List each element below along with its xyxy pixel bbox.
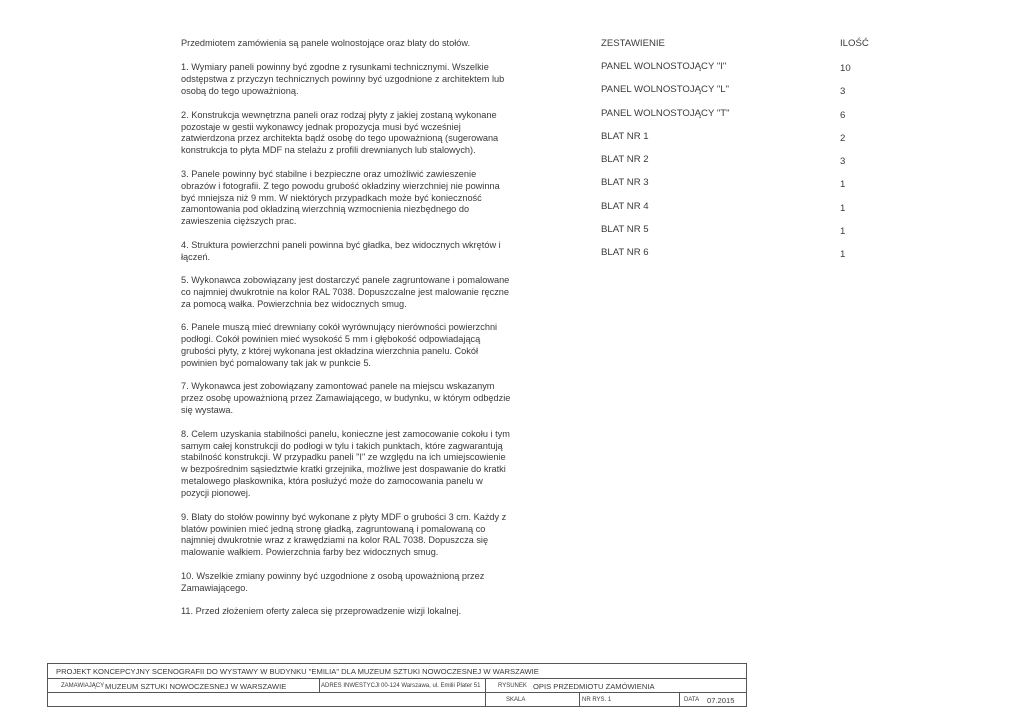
spec-item: 2. Konstrukcja wewnętrzna paneli oraz rodzaj płyty z jakiej zostaną wykonane pozostaje w gestii wykonawcy jednak propozycja musi być wcześniej zatwierdzona przez architekta bądź osobę do tego upoważnioną (sugerowana konstrukcja to płyta MDF na stelażu z profili drewnianych lub stalowych). xyxy=(181,109,499,156)
list-item-name: BLAT NR 2 xyxy=(601,154,649,166)
list-item-name: BLAT NR 4 xyxy=(601,200,649,212)
item-qty-column xyxy=(840,63,851,273)
spec-item: 9. Blaty do stołów powinny być wykonane z płyty MDF o grubości 3 cm. Każdy z blatów powinien mieć jedną stronę gładką, zagruntowaną i pomalowaną co najmniej dwukrotnie wraz z krawędziami na kolor RAL 7038. Dopuszcza się malowanie wałkiem. Powierzchnia farby bez widocznych smug. xyxy=(181,511,507,558)
list-item-qty: 3 xyxy=(840,156,846,168)
spec-item: 7. Wykonawca jest zobowiązany zamontować panele na miejscu wskazanym przez osobę upoważnioną przez Zamawiającego, w budynku, w którym odbędzie się wystawa. xyxy=(181,381,511,416)
list-item-qty: 2 xyxy=(840,132,846,144)
list-item-name: BLAT NR 3 xyxy=(601,177,649,189)
list-item-qty: 1 xyxy=(840,202,846,214)
list-item-name: BLAT NR 5 xyxy=(601,224,649,236)
spec-intro: Przedmiotem zamówienia są panele wolnostojące oraz blaty do stołów. xyxy=(181,38,471,48)
list-item-qty: 3 xyxy=(840,86,846,98)
list-item-name: PANEL WOLNOSTOJĄCY "T" xyxy=(601,107,730,119)
drawing-number: NR RYS. 1 xyxy=(582,697,612,703)
title-block-rule xyxy=(579,692,580,706)
client-value: MUZEUM SZTUKI NOWOCZESNEJ W WARSZAWIE xyxy=(105,682,287,691)
list-item-qty: 1 xyxy=(840,226,846,238)
title-block-rule xyxy=(679,692,680,706)
date-label: DATA xyxy=(684,697,700,703)
spec-item: 4. Struktura powierzchni paneli powinna być gładka, bez widocznych wkrętów i łączeń. xyxy=(181,239,501,262)
list-item-qty: 1 xyxy=(840,249,846,261)
list-item-name: PANEL WOLNOSTOJĄCY "I" xyxy=(601,61,727,72)
date-value: 07.2015 xyxy=(707,696,735,705)
spec-item: 11. Przed złożeniem oferty zaleca się przeprowadzenie wizji lokalnej. xyxy=(181,606,462,617)
list-header-name: ZESTAWIENIE xyxy=(601,38,665,49)
drawing-title: OPIS PRZEDMIOTU ZAMÓWIENIA xyxy=(533,682,655,691)
list-item-name: BLAT NR 1 xyxy=(601,130,649,142)
drawing-label: RYSUNEK xyxy=(498,683,527,689)
scale-label: SKALA xyxy=(506,697,526,703)
address-label: ADRES INWESTYCJI xyxy=(321,683,380,689)
title-block-rule xyxy=(319,678,320,692)
specification-text xyxy=(181,38,511,629)
list-item-name: PANEL WOLNOSTOJĄCY "L" xyxy=(601,84,730,96)
project-title: PROJEKT KONCEPCYJNY SCENOGRAFII DO WYSTAWY W BUDYNKU "EMILIA" DLA MUZEUM SZTUKI NOWOCZESNEJ W WARSZAWIE xyxy=(56,667,539,676)
title-block-rule xyxy=(48,678,746,679)
title-block xyxy=(47,663,747,707)
list-item-qty: 6 xyxy=(840,109,846,121)
list-header-qty: ILOŚĆ xyxy=(840,38,869,49)
list-item-name: BLAT NR 6 xyxy=(601,247,649,259)
spec-item: 8. Celem uzyskania stabilności panelu, konieczne jest zamocowanie cokołu i tym samym całej konstrukcji do podłogi w tylu i takich punktach, które zagwarantują stabilność konstrukcji. W przypadku paneli "I" ze względu na ich umiejscowienie w bezpośrednim sąsiedztwie kratki grzejnika, możliwe jest dospawanie do kratki metalowego płaskownika, która posłużyć może do zamocowania panelu w pozycji pionowej. xyxy=(181,428,510,499)
list-item-qty: 10 xyxy=(840,63,851,74)
address-value: 00-124 Warszawa, ul. Emilii Plater 51 xyxy=(381,683,481,689)
title-block-rule xyxy=(48,692,746,693)
list-item-qty: 1 xyxy=(840,179,846,191)
spec-item: 6. Panele muszą mieć drewniany cokół wyrównujący nierówności powierzchni podłogi. Cokół powinien mieć wysokość 5 mm i głębokość odpowiadającą grubości płyty, z której wykonana jest okładzina wierzchnia panelu. Cokół powinien być pomalowany tak jak w punkcie 5. xyxy=(181,322,498,369)
spec-item: 1. Wymiary paneli powinny być zgodne z rysunkami technicznymi. Wszelkie odstępstwa z przyczyn technicznych powinny być uzgodnione z architektem lub osobą do tego upoważnioną. xyxy=(181,62,505,97)
client-label: ZAMAWIAJĄCY xyxy=(61,683,105,689)
spec-item: 10. Wszelkie zmiany powinny być uzgodnione z osobą upoważnioną przez Zamawiającego. xyxy=(181,570,485,593)
spec-item: 3. Panele powinny być stabilne i bezpieczne oraz umożliwić zawieszenie obrazów i fotografii. Z tego powodu grubość okładziny wierzchniej nie powinna być mniejsza niż 9 mm. W niektórych przypadkach może być konieczność zamontowania pod okładziną wierzchnią wzmocnienia niezbędnego do zawieszenia cięższych prac. xyxy=(181,168,500,227)
item-name-column xyxy=(601,61,730,271)
title-block-rule xyxy=(485,678,486,706)
spec-item: 5. Wykonawca zobowiązany jest dostarczyć panele zagruntowane i pomalowane co najmniej dwukrotnie na kolor RAL 7038. Dopuszczalne jest malowanie ręczne za pomocą wałka. Powierzchnia bez widocznych smug. xyxy=(181,275,510,309)
